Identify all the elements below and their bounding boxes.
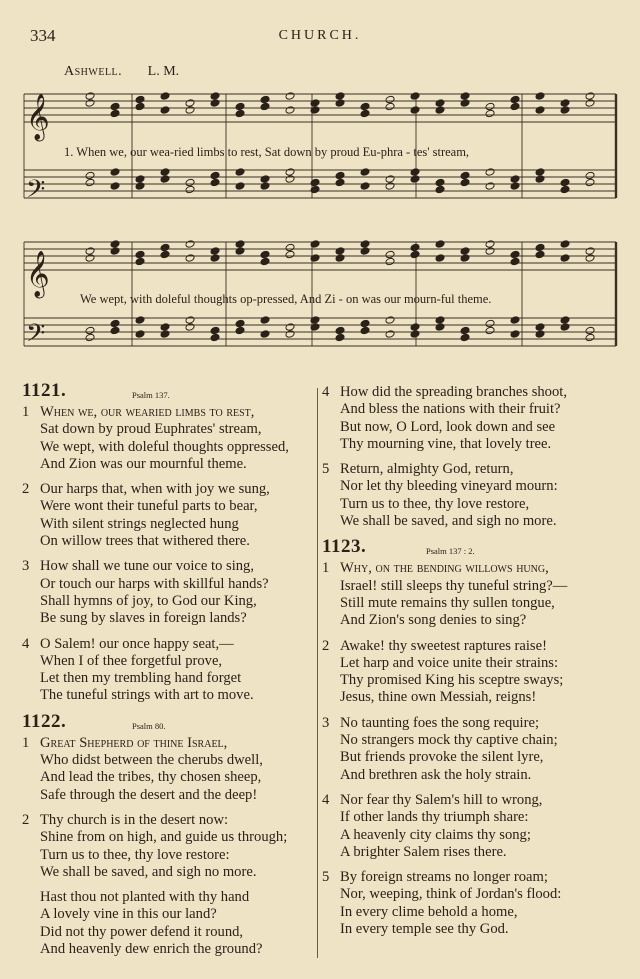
note-head (285, 92, 295, 101)
stanza (322, 638, 622, 707)
note-head (85, 247, 95, 256)
note-head (160, 323, 170, 332)
tune-heading (64, 64, 179, 80)
verse-line: Turn us to thee, thy love restore, (340, 495, 530, 512)
note-head (560, 316, 570, 325)
note-head (185, 254, 195, 263)
stanza-number: 2 (322, 637, 330, 654)
note-head (385, 257, 395, 266)
stanza-number: 1 (22, 404, 30, 420)
verse-line: Were wont their tuneful parts to bear, (40, 498, 258, 515)
note-head (110, 182, 120, 191)
stanza (322, 384, 622, 453)
note-head (335, 326, 345, 335)
stanza-number: 1 (22, 734, 30, 751)
verse-line: We wept, with doleful thoughts oppressed, (40, 438, 289, 455)
note-head (360, 182, 370, 191)
stanza-number: 3 (22, 558, 30, 575)
note-head (460, 326, 470, 335)
verse-line: Nor, weeping, think of Jordan's flood: (340, 886, 562, 903)
hymn-block (322, 538, 622, 938)
note-head (535, 323, 545, 332)
stanza-number: 5 (322, 461, 330, 478)
note-head (335, 254, 345, 263)
note-head (535, 175, 545, 184)
note-head (85, 178, 95, 187)
verse-line: How shall we tune our voice to sing, (40, 558, 255, 575)
note-head (185, 240, 195, 249)
hymn-header (322, 538, 622, 558)
note-head (485, 182, 495, 191)
note-head (560, 185, 570, 194)
clef-bass-2: 𝄢 (26, 319, 46, 354)
stanza (322, 560, 622, 629)
note-head (410, 243, 420, 252)
note-head (260, 330, 270, 339)
note-head (385, 102, 395, 111)
stanza-number: 4 (322, 384, 330, 400)
note-head (235, 168, 245, 177)
note-head (535, 243, 545, 252)
note-head (210, 99, 220, 108)
note-head (410, 168, 420, 177)
note-head (585, 333, 595, 342)
verse-line: Nor let thy bleeding vineyard mourn: (340, 478, 558, 495)
verse-line: A heavenly city claims thy song; (340, 826, 531, 843)
note-head (460, 333, 470, 342)
note-head (485, 319, 495, 328)
page-number: 334 (30, 26, 56, 45)
stanza (22, 481, 314, 550)
note-head (385, 182, 395, 191)
note-head (285, 323, 295, 332)
verse-line: Did not thy power defend it round, (40, 923, 244, 940)
stanza (322, 715, 622, 784)
verse-line: Shall hymns of joy, to God our King, (40, 592, 257, 609)
note-head (210, 333, 220, 342)
note-head (310, 178, 320, 187)
note-head (560, 178, 570, 187)
clef-treble-1: 𝄞 (26, 94, 50, 140)
hymn-number: 1121. (22, 380, 67, 401)
stanza (22, 404, 314, 473)
stanza (22, 735, 314, 804)
verse-line: And brethren ask the holy strain. (340, 766, 532, 783)
stanza (22, 636, 314, 705)
verse-line: Or touch our harps with skillful hands? (40, 575, 269, 592)
music-score (20, 84, 620, 360)
note-head (185, 316, 195, 325)
note-head (585, 171, 595, 180)
verse-line: Still mute remains thy sullen tongue, (340, 594, 555, 611)
note-head (260, 95, 270, 104)
note-head (110, 109, 120, 118)
verse-line: Thy promised King his sceptre sways; (340, 672, 564, 689)
note-head (560, 99, 570, 108)
note-head (485, 247, 495, 256)
note-head (335, 99, 345, 108)
note-head (210, 92, 220, 101)
stanza (322, 461, 622, 530)
note-head (285, 243, 295, 252)
verse-line: By foreign streams no longer roam; (340, 869, 548, 886)
note-head (210, 254, 220, 263)
note-head (585, 254, 595, 263)
note-head (485, 109, 495, 118)
verse-line: With silent strings neglected hung (40, 515, 239, 532)
note-head (360, 319, 370, 328)
note-head (560, 106, 570, 115)
note-head (210, 247, 220, 256)
verse-line: Awake! thy sweetest raptures raise! (340, 637, 547, 654)
note-head (110, 240, 120, 249)
verse-line: If other lands thy triumph share: (340, 809, 529, 826)
note-head (485, 102, 495, 111)
note-head (560, 323, 570, 332)
staff-lines (24, 94, 616, 346)
note-head (135, 175, 145, 184)
verse-line: Why, on the bending willows hung, (340, 560, 549, 577)
note-head (160, 106, 170, 115)
note-head (460, 178, 470, 187)
hymn-block (22, 710, 314, 959)
note-head (435, 254, 445, 263)
note-head (410, 92, 420, 101)
note-head (460, 171, 470, 180)
verse-line: Israel! still sleeps thy tuneful string?— (340, 577, 568, 594)
note-head (535, 106, 545, 115)
note-head (210, 326, 220, 335)
note-head (310, 106, 320, 115)
note-head (310, 254, 320, 263)
note-head (135, 250, 145, 259)
note-head (160, 92, 170, 101)
verse-line: Great Shepherd of thine Israel, (40, 734, 228, 751)
note-head (535, 168, 545, 177)
page-header (0, 26, 640, 50)
note-head (585, 326, 595, 335)
note-head (260, 316, 270, 325)
note-head (510, 250, 520, 259)
stanza (22, 889, 314, 958)
verse-line: But friends provoke the silent lyre, (340, 749, 544, 766)
verse-line: Thy church is in the desert now: (40, 811, 229, 828)
verse-line: Who didst between the cherubs dwell, (40, 752, 263, 769)
note-head (585, 247, 595, 256)
tune-name: Ashwell. (64, 64, 123, 79)
hymn-source: Psalm 80. (132, 720, 166, 731)
verse-line: And heavenly dew enrich the ground? (40, 941, 263, 958)
note-head (260, 102, 270, 111)
hymn-number: 1123. (322, 536, 367, 558)
note-head (210, 171, 220, 180)
stanza-number: 2 (22, 481, 30, 498)
note-head (260, 175, 270, 184)
stanza-number: 4 (322, 791, 330, 808)
verse-line: In every temple see thy God. (340, 921, 509, 938)
note-head (110, 102, 120, 111)
note-head (435, 99, 445, 108)
note-head (85, 326, 95, 335)
note-head (360, 168, 370, 177)
verse-line: Shine from on high, and guide us through; (40, 829, 288, 846)
verse-line: And lead the tribes, thy chosen sheep, (40, 769, 262, 786)
note-head (160, 250, 170, 259)
note-head (185, 99, 195, 108)
note-head (310, 185, 320, 194)
left-column (22, 382, 314, 966)
note-head (410, 250, 420, 259)
note-head (510, 102, 520, 111)
note-head (460, 99, 470, 108)
note-head (335, 333, 345, 342)
note-head (110, 326, 120, 335)
stanza-number: 5 (322, 869, 330, 886)
right-column (322, 384, 622, 946)
note-head (260, 250, 270, 259)
verse-line: No taunting foes the song require; (340, 714, 539, 731)
verse-line: Be sung by slaves in foreign lands? (40, 610, 247, 627)
note-head (110, 168, 120, 177)
note-head (285, 106, 295, 115)
lyric-line-2: We wept, with doleful thoughts op-pressed, And Zi - on was our mourn-ful theme. (80, 292, 492, 306)
note-head (585, 99, 595, 108)
note-head (185, 185, 195, 194)
verse-line: Sat down by proud Euphrates' stream, (40, 421, 262, 438)
note-head (410, 330, 420, 339)
verse-line: And Zion was our mournful theme. (40, 455, 247, 472)
note-head (435, 240, 445, 249)
note-head (160, 243, 170, 252)
verse-line: On willow trees that withered there. (40, 533, 250, 550)
stanza-number: 1 (322, 560, 330, 577)
note-head (435, 185, 445, 194)
hymn-block (322, 384, 622, 530)
lyric-line-1: 1. When we, our wea-ried limbs to rest, Sat down by proud Eu-phra - tes' stream, (64, 145, 470, 159)
note-head (135, 182, 145, 191)
note-head (210, 178, 220, 187)
note-head (360, 247, 370, 256)
tune-meter: L. M. (147, 64, 180, 79)
note-head (260, 182, 270, 191)
verse-line: The tuneful strings with art to move. (40, 687, 254, 704)
stanza-number: 2 (22, 811, 30, 828)
verse-line: And Zion's song denies to sing? (340, 612, 527, 629)
note-head (260, 257, 270, 266)
verse-line: Return, almighty God, return, (340, 461, 514, 478)
note-head (285, 175, 295, 184)
note-head (360, 240, 370, 249)
note-head (335, 171, 345, 180)
note-head (435, 316, 445, 325)
note-head (510, 257, 520, 266)
note-head (585, 92, 595, 101)
verse-line: How did the spreading branches shoot, (340, 384, 567, 400)
note-head (335, 92, 345, 101)
verse-line: Hast thou not planted with thy hand (40, 889, 250, 906)
note-head (510, 330, 520, 339)
note-head (385, 95, 395, 104)
verse-line: Jesus, thine own Messiah, reigns! (340, 689, 537, 706)
note-head (360, 326, 370, 335)
note-head (235, 109, 245, 118)
note-head (310, 99, 320, 108)
verse-line: Thy mourning vine, that lovely tree. (340, 435, 552, 452)
note-head (535, 330, 545, 339)
stanza (322, 869, 622, 938)
note-head (460, 254, 470, 263)
note-head (535, 92, 545, 101)
note-head (135, 257, 145, 266)
verse-line: In every clime behold a home, (340, 903, 518, 920)
hymn-header (22, 710, 314, 733)
note-head (235, 326, 245, 335)
verse-line: A brighter Salem rises there. (340, 843, 507, 860)
note-head (335, 247, 345, 256)
stanza (22, 812, 314, 881)
note-head (110, 247, 120, 256)
note-head (485, 240, 495, 249)
stanza (322, 792, 622, 861)
note-head (560, 240, 570, 249)
note-head (485, 326, 495, 335)
note-head (410, 106, 420, 115)
verse-line: Let harp and voice unite their strains: (340, 654, 559, 671)
note-head (85, 171, 95, 180)
note-head (85, 333, 95, 342)
verse-line: Let then my trembling hand forget (40, 670, 242, 687)
note-head (385, 175, 395, 184)
hymn-source: Psalm 137 : 2. (426, 546, 475, 557)
note-head (560, 254, 570, 263)
note-head (360, 102, 370, 111)
verse-line: And bless the nations with their fruit? (340, 401, 561, 418)
note-head (360, 109, 370, 118)
note-head (460, 247, 470, 256)
note-head (410, 175, 420, 184)
note-head (510, 182, 520, 191)
note-head (435, 178, 445, 187)
note-head (335, 178, 345, 187)
note-head (385, 316, 395, 325)
stanza-number: 3 (322, 714, 330, 731)
verse-line: We shall be saved, and sigh no more. (340, 513, 557, 530)
note-head (310, 240, 320, 249)
note-head (85, 92, 95, 101)
verse-line: Turn us to thee, thy love restore: (40, 846, 230, 863)
note-head (235, 247, 245, 256)
clef-bass-1: 𝄢 (26, 175, 46, 210)
verse-line: When I of thee forgetful prove, (40, 652, 223, 669)
note-head (285, 250, 295, 259)
note-head (285, 168, 295, 177)
verse-line: A lovely vine in this our land? (40, 906, 217, 923)
note-head (185, 323, 195, 332)
page-title: CHURCH. (278, 28, 362, 43)
note-head (510, 95, 520, 104)
note-head (285, 330, 295, 339)
verse-line: But now, O Lord, look down and see (340, 418, 556, 435)
verse-line: No strangers mock thy captive chain; (340, 732, 558, 749)
note-head (185, 106, 195, 115)
note-head (435, 106, 445, 115)
note-head (235, 182, 245, 191)
hymn-header (22, 382, 314, 402)
hymn-block (22, 382, 314, 705)
column-divider (317, 388, 318, 958)
note-head (510, 316, 520, 325)
clef-treble-2: 𝄞 (26, 251, 50, 297)
hymn-number: 1122. (22, 710, 67, 732)
note-head (385, 250, 395, 259)
note-head (85, 99, 95, 108)
note-head (110, 319, 120, 328)
verse-line: Safe through the desert and the deep! (40, 786, 258, 803)
note-head (385, 330, 395, 339)
note-head (410, 323, 420, 332)
note-head (535, 250, 545, 259)
note-head (160, 330, 170, 339)
note-head (160, 168, 170, 177)
verse-line: Our harps that, when with joy we sung, (40, 481, 270, 498)
note-head (235, 319, 245, 328)
note-head (435, 323, 445, 332)
stanza-number: 4 (22, 635, 30, 652)
note-head (310, 323, 320, 332)
note-head (185, 178, 195, 187)
verse-line: Nor fear thy Salem's hill to wrong, (340, 791, 543, 808)
verse-line: When we, our wearied limbs to rest, (40, 404, 255, 420)
note-head (160, 175, 170, 184)
note-head (460, 92, 470, 101)
note-head (485, 168, 495, 177)
note-head (585, 178, 595, 187)
note-head (135, 330, 145, 339)
note-head (85, 254, 95, 263)
note-head (135, 102, 145, 111)
note-head (235, 102, 245, 111)
note-head (235, 240, 245, 249)
verse-line: We shall be saved, and sigh no more. (40, 863, 257, 880)
note-head (510, 175, 520, 184)
hymn-source: Psalm 137. (132, 390, 170, 400)
note-head (135, 316, 145, 325)
note-head (310, 316, 320, 325)
stanza (22, 558, 314, 627)
note-head (135, 95, 145, 104)
verse-line: O Salem! our once happy seat,— (40, 635, 234, 652)
